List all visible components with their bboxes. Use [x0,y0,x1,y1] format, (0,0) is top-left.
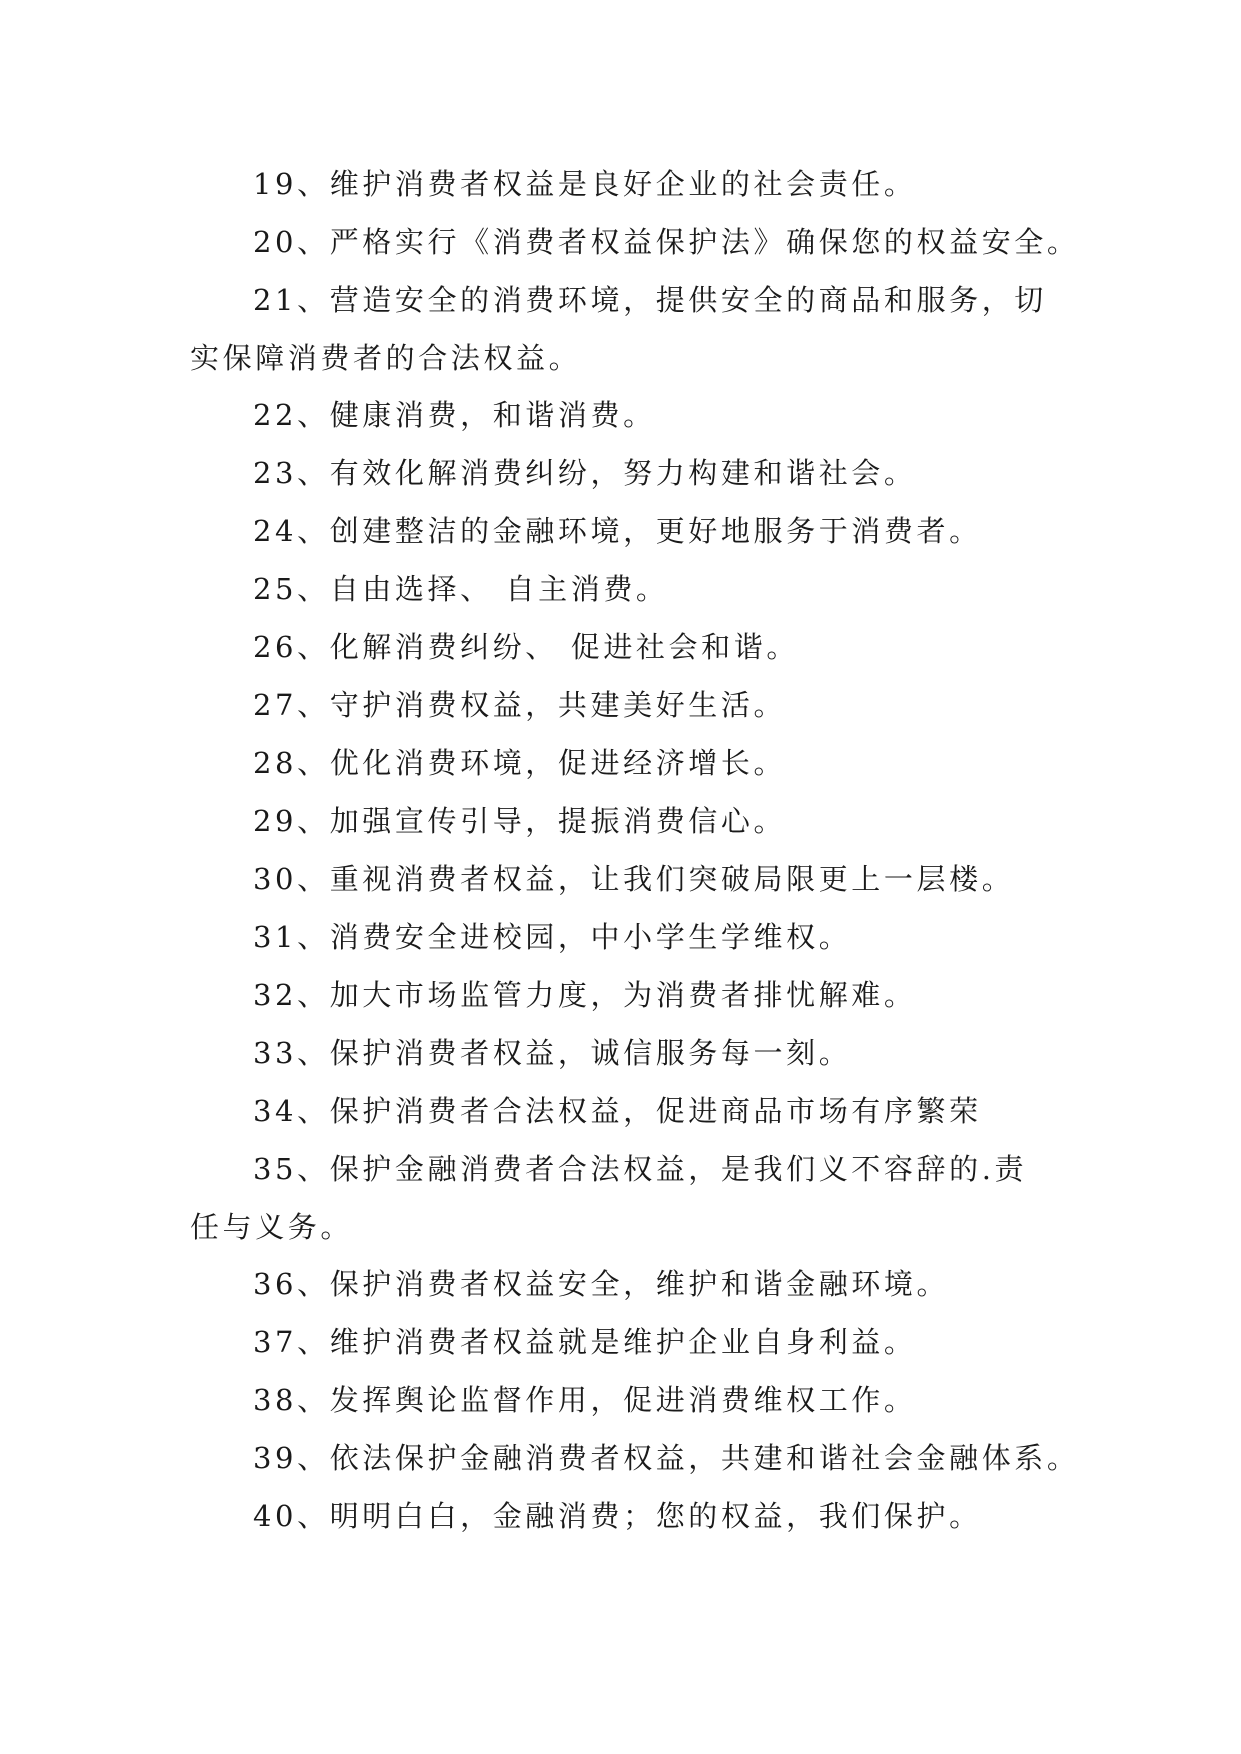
slogan-27: 27、守护消费权益，共建美好生活。 [253,688,787,722]
slogan-24: 24、创建整洁的金融环境，更好地服务于消费者。 [253,514,982,548]
slogan-26: 26、化解消费纠纷、 促进社会和谐。 [253,630,799,664]
slogan-35: 35、保护金融消费者合法权益，是我们义不容辞的.责 [253,1152,1028,1186]
slogan-23: 23、有效化解消费纠纷，努力构建和谐社会。 [253,456,917,490]
slogan-39: 39、依法保护金融消费者权益，共建和谐社会金融体系。 [253,1441,1080,1475]
slogan-20: 20、严格实行《消费者权益保护法》确保您的权益安全。 [253,225,1080,259]
slogan-21: 21、营造安全的消费环境，提供安全的商品和服务，切 [253,283,1047,317]
slogan-31: 31、消费安全进校园，中小学生学维权。 [253,920,852,954]
slogan-28: 28、优化消费环境，促进经济增长。 [253,746,787,780]
slogan-38: 38、发挥舆论监督作用，促进消费维权工作。 [253,1383,917,1417]
slogan-32: 32、加大市场监管力度，为消费者排忧解难。 [253,978,917,1012]
slogan-35-continuation: 任与义务。 [190,1210,354,1244]
slogan-25: 25、自由选择、 自主消费。 [253,572,669,606]
slogan-22: 22、健康消费，和谐消费。 [253,398,656,432]
slogan-36: 36、保护消费者权益安全，维护和谐金融环境。 [253,1267,950,1301]
slogan-29: 29、加强宣传引导，提振消费信心。 [253,804,787,838]
slogan-33: 33、保护消费者权益，诚信服务每一刻。 [253,1036,852,1070]
slogan-21-continuation: 实保障消费者的合法权益。 [190,341,582,375]
slogan-37: 37、维护消费者权益就是维护企业自身利益。 [253,1325,917,1359]
slogan-19: 19、维护消费者权益是良好企业的社会责任。 [253,167,917,201]
slogan-34: 34、保护消费者合法权益，促进商品市场有序繁荣 [253,1094,982,1128]
slogan-30: 30、重视消费者权益，让我们突破局限更上一层楼。 [253,862,1015,896]
slogan-40: 40、明明白白，金融消费；您的权益，我们保护。 [253,1499,982,1533]
